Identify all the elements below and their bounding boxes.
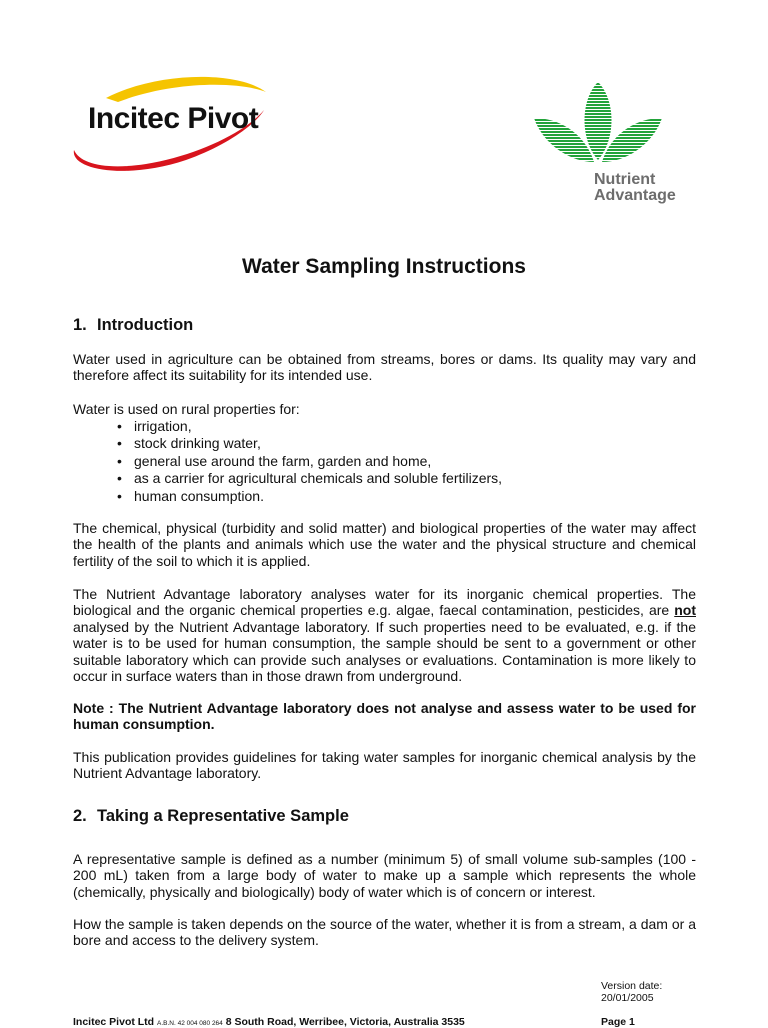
version-date: 20/01/2005 bbox=[601, 992, 654, 1004]
section-2-number: 2. bbox=[73, 807, 87, 825]
intro-paragraph-3: The chemical, physical (turbidity and solid matter) and biological properties of the water may affect the health of the plants and animals which use the water and the physical structure and chemical fertility of the soil to which it is applied. bbox=[73, 520, 696, 569]
list-item: • general use around the farm, garden and home, bbox=[118, 453, 502, 470]
document-title: Water Sampling Instructions bbox=[242, 255, 526, 278]
section-1-heading bbox=[73, 316, 193, 335]
footer-address: 8 South Road, Werribee, Victoria, Australia 3535 bbox=[225, 1016, 465, 1028]
page-number: Page 1 bbox=[601, 1016, 635, 1028]
intro-paragraph-5: This publication provides guidelines for taking water samples for inorganic chemical analysis by the Nutrient Advantage laboratory. bbox=[73, 749, 696, 782]
paragraph-4-part-b: analysed by the Nutrient Advantage laboratory. If such properties need to be evaluated, e.g. if the water is to be used for human consumption, the sample should be sent to a government or other suitable laboratory which can provide such analyses or evaluations. Contamination is more likely to occur in surface waters than in those drawn from underground. bbox=[73, 618, 696, 685]
nutrient-advantage-logo bbox=[528, 80, 698, 210]
intro-paragraph-1: Water used in agriculture can be obtained from streams, bores or dams. Its quality may vary and therefore affect its suitability for its intended use. bbox=[73, 351, 696, 384]
version-label: Version date: bbox=[601, 980, 663, 992]
list-item: • irrigation, bbox=[118, 418, 502, 435]
emphasis-not: not bbox=[674, 602, 696, 619]
sample-paragraph-2: How the sample is taken depends on the source of the water, whether it is from a stream, a dam or a bore and access to the delivery system. bbox=[73, 916, 696, 949]
section-2-heading bbox=[73, 807, 349, 826]
version-block bbox=[601, 980, 662, 1004]
section-1-title: Introduction bbox=[97, 316, 194, 334]
intro-paragraph-4 bbox=[73, 586, 696, 684]
advantage-wordmark: Advantage bbox=[594, 187, 676, 204]
leaf-icon bbox=[528, 80, 698, 170]
incitec-pivot-logo bbox=[66, 72, 272, 182]
footer-abn: A.B.N. 42 004 080 264 bbox=[157, 1020, 223, 1027]
list-item: • stock drinking water, bbox=[118, 435, 502, 452]
footer-company-line bbox=[73, 1016, 465, 1028]
nutrient-wordmark: Nutrient bbox=[594, 171, 656, 188]
paragraph-4-part-a: The Nutrient Advantage laboratory analyses water for its inorganic chemical properties. The biological and the organic chemical properties e.g. algae, faecal contamination, pesticides, are bbox=[73, 586, 696, 619]
list-item: • human consumption. bbox=[118, 488, 502, 505]
section-1-number: 1. bbox=[73, 316, 87, 334]
section-2-title: Taking a Representative Sample bbox=[97, 807, 349, 825]
incitec-pivot-wordmark: Incitec Pivot bbox=[88, 102, 259, 135]
sample-paragraph-1: A representative sample is defined as a number (minimum 5) of small volume sub-samples (100 - 200 mL) taken from a large body of water to make up a sample which represents the whole (chemically, physically and biologically) body of water which is of concern or interest. bbox=[73, 851, 696, 900]
footer-company: Incitec Pivot Ltd bbox=[73, 1016, 155, 1028]
list-item: • as a carrier for agricultural chemicals and soluble fertilizers, bbox=[118, 470, 502, 487]
intro-paragraph-2: Water is used on rural properties for: bbox=[73, 401, 300, 417]
uses-bullet-list bbox=[118, 418, 502, 505]
note-paragraph: Note : The Nutrient Advantage laboratory does not analyse and assess water to be used for human consumption. bbox=[73, 700, 696, 733]
